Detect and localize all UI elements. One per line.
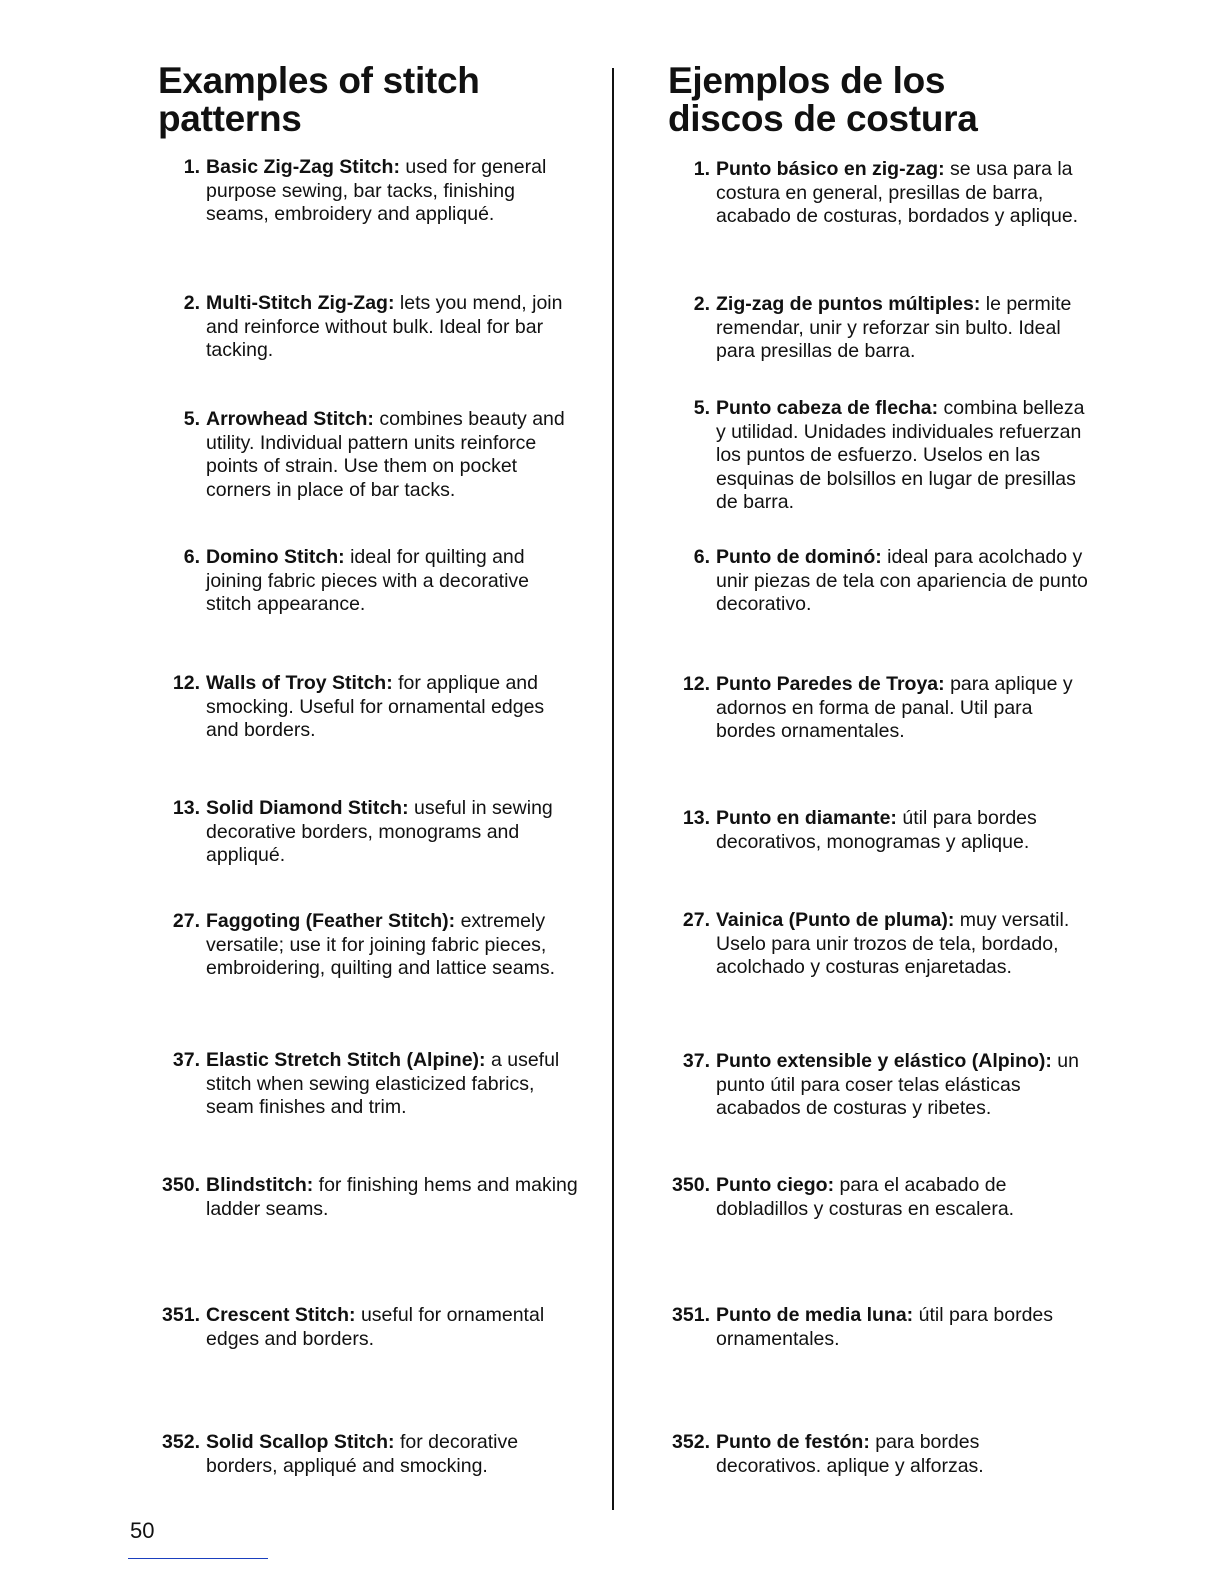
stitch-name: Punto Paredes de Troya: — [716, 673, 945, 695]
stitch-name: Punto de dominó: — [716, 546, 882, 568]
stitch-name: Blindstitch: — [206, 1174, 314, 1196]
stitch-name: Solid Scallop Stitch: — [206, 1431, 395, 1453]
stitch-description: lets you mend, join and reinforce without bulk. Ideal for bar tacking. — [206, 292, 563, 361]
item-text — [206, 1049, 578, 1120]
spanish-title: Ejemplos de los discos de costura — [668, 60, 978, 139]
stitch-description: combina belleza y utilidad. Unidades individuales refuerzan los puntos de esfuerzo. Uselos en las esquinas de bolsillos en lugar de presillas de barra. — [716, 397, 1085, 513]
stitch-description: muy versatil. Uselo para unir trozos de tela, bordado, acolchado y costuras enjaretadas. — [716, 909, 1070, 978]
item-text — [716, 293, 1088, 364]
stitch-name: Arrowhead Stitch: — [206, 408, 374, 430]
item-text — [206, 156, 578, 227]
item-text — [206, 1174, 578, 1221]
item-number: 5. — [183, 408, 200, 430]
item-number: 37. — [172, 1049, 200, 1071]
item-number: 352. — [672, 1431, 710, 1453]
stitch-name: Walls of Troy Stitch: — [206, 672, 393, 694]
stitch-name: Basic Zig-Zag Stitch: — [206, 156, 400, 178]
item-text — [206, 408, 578, 502]
stitch-description: for applique and smocking. Useful for ornamental edges and borders. — [206, 672, 545, 741]
item-number: 350. — [162, 1174, 200, 1196]
stitch-description: útil para bordes ornamentales. — [716, 1304, 1054, 1350]
item-text — [716, 807, 1088, 854]
stitch-name: Crescent Stitch: — [206, 1304, 356, 1326]
english-title: Examples of stitch patterns — [158, 60, 480, 139]
stitch-description: ideal for quilting and joining fabric pieces with a decorative stitch appearance. — [206, 546, 530, 615]
stitch-name: Zig-zag de puntos múltiples: — [716, 293, 981, 315]
item-text — [716, 397, 1088, 515]
item-text — [716, 1304, 1088, 1351]
item-number: 13. — [172, 797, 200, 819]
item-number: 1. — [183, 156, 200, 178]
stitch-description: ideal para acolchado y unir piezas de tela con apariencia de punto decorativo. — [716, 546, 1088, 615]
stitch-description: para bordes decorativos. aplique y alforzas. — [716, 1431, 984, 1477]
item-text — [716, 158, 1088, 229]
item-number: 6. — [693, 546, 710, 568]
item-number: 27. — [172, 910, 200, 932]
item-text — [206, 797, 578, 868]
stitch-description: combines beauty and utility. Individual pattern units reinforce points of strain. Use them on pocket corners in place of bar tacks. — [206, 408, 565, 501]
stitch-description: extremely versatile; use it for joining fabric pieces, embroidering, quilting and lattice seams. — [206, 910, 556, 979]
stitch-description: útil para bordes decorativos, monogramas y aplique. — [716, 807, 1037, 853]
stitch-description: para aplique y adornos en forma de panal. Util para bordes ornamentales. — [716, 673, 1073, 742]
stitch-name: Punto de festón: — [716, 1431, 870, 1453]
item-number: 1. — [693, 158, 710, 180]
item-text — [206, 546, 578, 617]
item-text — [716, 1050, 1088, 1121]
column-divider — [612, 68, 614, 1510]
stitch-description: useful for ornamental edges and borders. — [206, 1304, 545, 1350]
stitch-name: Faggoting (Feather Stitch): — [206, 910, 456, 932]
stitch-name: Punto básico en zig-zag: — [716, 158, 945, 180]
item-number: 13. — [682, 807, 710, 829]
stitch-description: for decorative borders, appliqué and smocking. — [206, 1431, 519, 1477]
item-number: 2. — [183, 292, 200, 314]
stitch-name: Punto ciego: — [716, 1174, 835, 1196]
stitch-description: le permite remendar, unir y reforzar sin bulto. Ideal para presillas de barra. — [716, 293, 1072, 362]
item-text — [206, 292, 578, 363]
stitch-description: used for general purpose sewing, bar tacks, finishing seams, embroidery and appliqué. — [206, 156, 547, 225]
item-number: 12. — [172, 672, 200, 694]
item-text — [206, 910, 578, 981]
footer-rule — [128, 1558, 268, 1559]
item-number: 2. — [693, 293, 710, 315]
item-text — [206, 672, 578, 743]
stitch-name: Multi-Stitch Zig-Zag: — [206, 292, 395, 314]
stitch-description: para el acabado de dobladillos y costuras en escalera. — [716, 1174, 1015, 1220]
item-text — [716, 1431, 1088, 1478]
stitch-name: Solid Diamond Stitch: — [206, 797, 409, 819]
stitch-name: Domino Stitch: — [206, 546, 345, 568]
item-number: 27. — [682, 909, 710, 931]
item-number: 351. — [162, 1304, 200, 1326]
page-number: 50 — [130, 1518, 155, 1543]
item-text — [206, 1431, 578, 1478]
item-number: 352. — [162, 1431, 200, 1453]
item-number: 5. — [693, 397, 710, 419]
item-text — [716, 546, 1088, 617]
item-number: 351. — [672, 1304, 710, 1326]
stitch-description: for finishing hems and making ladder seams. — [206, 1174, 578, 1220]
item-number: 6. — [183, 546, 200, 568]
item-number: 37. — [682, 1050, 710, 1072]
stitch-name: Elastic Stretch Stitch (Alpine): — [206, 1049, 486, 1071]
item-number: 350. — [672, 1174, 710, 1196]
item-text — [716, 909, 1088, 980]
item-number: 12. — [682, 673, 710, 695]
stitch-name: Punto de media luna: — [716, 1304, 914, 1326]
stitch-name: Punto en diamante: — [716, 807, 897, 829]
item-text — [716, 1174, 1088, 1221]
stitch-description: useful in sewing decorative borders, monograms and appliqué. — [206, 797, 553, 866]
stitch-description: se usa para la costura en general, presillas de barra, acabado de costuras, bordados y aplique. — [716, 158, 1079, 227]
item-text — [206, 1304, 578, 1351]
stitch-name: Vainica (Punto de pluma): — [716, 909, 955, 931]
stitch-description: un punto útil para coser telas elásticas acabados de costuras y ribetes. — [716, 1050, 1079, 1119]
stitch-description: a useful stitch when sewing elasticized fabrics, seam finishes and trim. — [206, 1049, 560, 1118]
stitch-name: Punto cabeza de flecha: — [716, 397, 939, 419]
stitch-name: Punto extensible y elástico (Alpino): — [716, 1050, 1052, 1072]
item-text — [716, 673, 1088, 744]
